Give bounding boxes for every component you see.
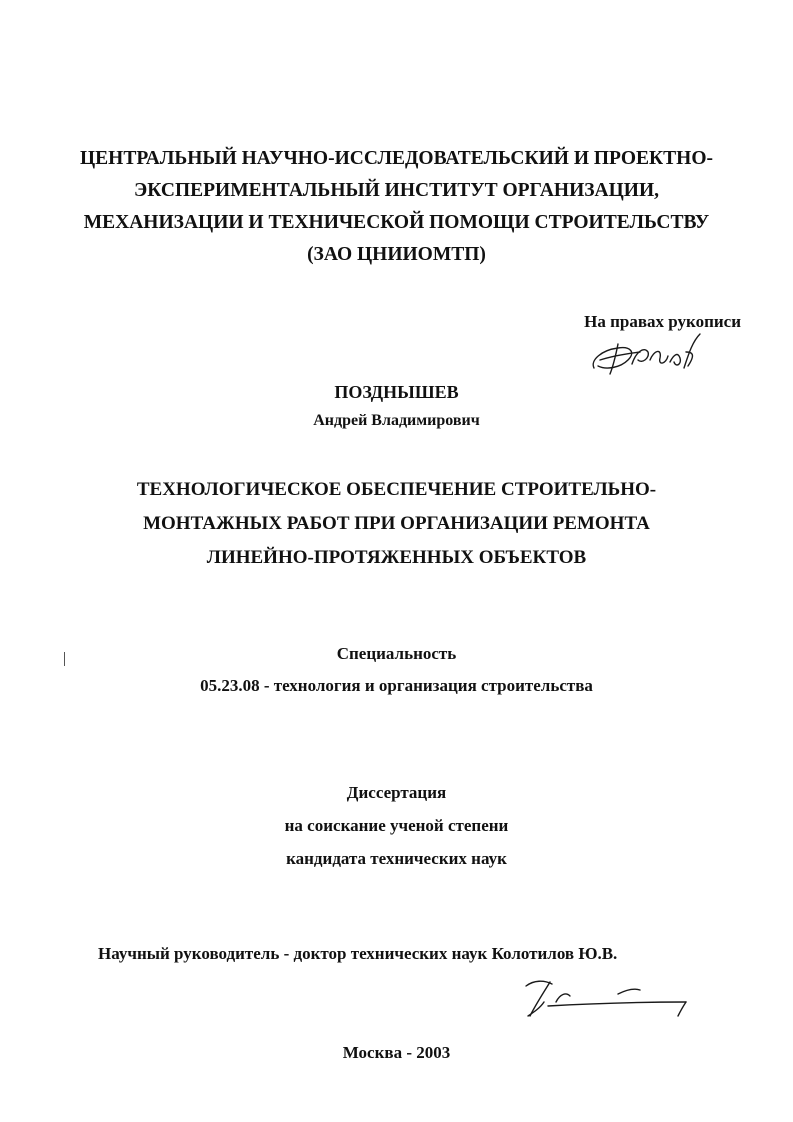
institute-line-4: (ЗАО ЦНИИОМТП) bbox=[307, 244, 486, 265]
specialty-code: 05.23.08 - технология и организация строительства bbox=[200, 676, 593, 695]
specialty-label: Специальность bbox=[336, 644, 457, 663]
institute-header bbox=[0, 143, 793, 271]
author-surname: ПОЗДНЫШЕВ bbox=[334, 382, 459, 402]
rights-note: На правах рукописи bbox=[584, 312, 741, 331]
dissertation-title bbox=[0, 473, 793, 575]
author-name: Андрей Владимирович bbox=[313, 412, 480, 429]
degree-line-1: Диссертация bbox=[346, 783, 447, 802]
degree-line-2: на соискание ученой степени bbox=[284, 816, 509, 835]
title-line-3: ЛИНЕЙНО-ПРОТЯЖЕННЫХ ОБЪЕКТОВ bbox=[206, 547, 587, 568]
title-line-1: ТЕХНОЛОГИЧЕСКОЕ ОБЕСПЕЧЕНИЕ СТРОИТЕЛЬНО- bbox=[136, 479, 657, 500]
degree-line-3: кандидата технических наук bbox=[286, 849, 507, 868]
institute-line-3: МЕХАНИЗАЦИИ И ТЕХНИЧЕСКОЙ ПОМОЩИ СТРОИТЕЛЬСТВУ bbox=[83, 212, 710, 233]
degree-statement bbox=[0, 776, 793, 875]
supervisor-signature bbox=[522, 972, 692, 1022]
city-year: Москва - 2003 bbox=[342, 1043, 451, 1062]
title-line-2: МОНТАЖНЫХ РАБОТ ПРИ ОРГАНИЗАЦИИ РЕМОНТА bbox=[143, 513, 650, 534]
institute-line-2: ЭКСПЕРИМЕНТАЛЬНЫЙ ИНСТИТУТ ОРГАНИЗАЦИИ, bbox=[133, 180, 659, 201]
institute-line-1: ЦЕНТРАЛЬНЫЙ НАУЧНО-ИССЛЕДОВАТЕЛЬСКИЙ И ПРОЕКТНО- bbox=[79, 148, 713, 169]
supervisor-line: Научный руководитель - доктор технических наук Колотилов Ю.В. bbox=[98, 944, 618, 963]
author-signature bbox=[588, 330, 708, 380]
